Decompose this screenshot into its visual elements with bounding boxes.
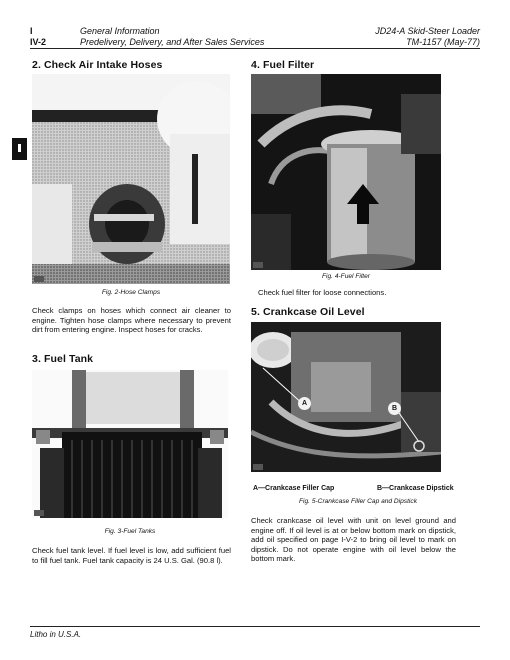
text-crankcase-oil-level: Check crankcase oil level with unit on level ground and engine off. If oil level is at or below bottom mark on dipstick, add oil specified on page I-V-2 to bring oil level to mark on dipstick. Do not operate engine with oil level below the bottom mark. [251, 516, 456, 564]
footer-litho: Litho in U.S.A. [30, 630, 82, 639]
text-fuel-tank: Check fuel tank level. If fuel level is low, add sufficient fuel to fill fuel tank. Fuel tank capacity is 24 U.S. Gal. (90.8 l). [32, 546, 231, 565]
photo-hose-clamps [32, 74, 230, 284]
callout-b: B [388, 402, 401, 415]
header-title-left: General Information [80, 26, 160, 36]
caption-fig-3: Fig. 3-Fuel Tanks [104, 528, 156, 535]
text-fuel-filter: Check fuel filter for loose connections. [258, 288, 387, 297]
heading-fuel-tank: 3. Fuel Tank [32, 353, 94, 365]
header-rule [30, 48, 480, 49]
section-number: I [30, 26, 33, 36]
header-subtitle-right: TM-1157 (May-77) [406, 37, 480, 47]
section-thumb-tab [12, 138, 27, 160]
photo-fuel-filter [251, 74, 441, 270]
footer-rule [30, 626, 480, 627]
heading-crankcase-oil-level: 5. Crankcase Oil Level [251, 306, 365, 318]
label-crankcase-dipstick: B—Crankcase Dipstick [377, 485, 454, 492]
label-crankcase-filler-cap: A—Crankcase Filler Cap [253, 485, 335, 492]
callout-a: A [298, 397, 311, 410]
caption-fig-4: Fig. 4-Fuel Filter [322, 273, 370, 280]
text-air-intake-hoses: Check clamps on hoses which connect air cleaner to engine. Tighten hose clamps where necessary to prevent dirt from entering engine. Inspect hoses for cracks. [32, 306, 231, 335]
caption-fig-2: Fig. 2-Hose Clamps [101, 289, 161, 296]
caption-fig-5: Fig. 5-Crankcase Filler Cap and Dipstick [299, 498, 417, 505]
heading-fuel-filter: 4. Fuel Filter [251, 59, 315, 71]
header-title-right: JD24-A Skid-Steer Loader [375, 26, 480, 36]
heading-air-intake-hoses: 2. Check Air Intake Hoses [32, 59, 163, 71]
photo-fuel-tanks [32, 370, 228, 518]
header-subtitle-left: Predelivery, Delivery, and After Sales Services [80, 37, 265, 47]
page-number: IV-2 [30, 37, 47, 47]
photo-crankcase [251, 322, 441, 472]
